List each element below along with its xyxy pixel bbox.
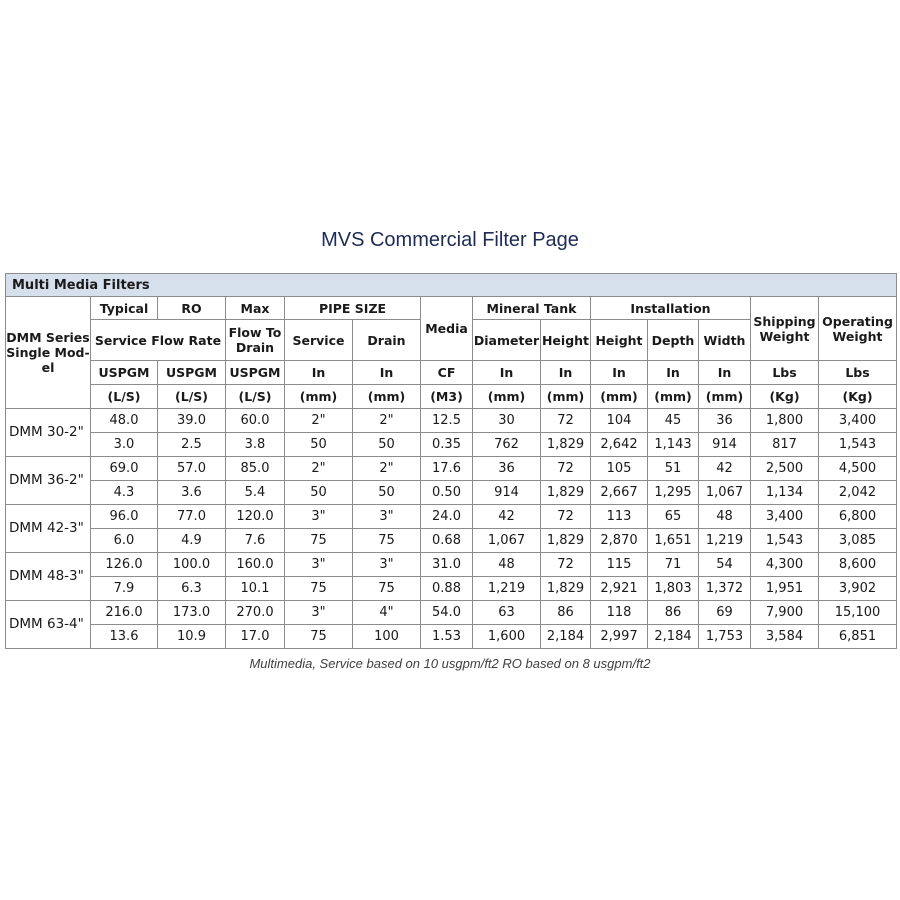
unit: CF [421,361,473,385]
cell-imperial: 1,800 [751,409,819,433]
col-pipe-service: Service [285,320,353,361]
cell-metric: 1,219 [699,529,751,553]
cell-imperial: 160.0 [226,553,285,577]
cell-metric: 5.4 [226,481,285,505]
cell-metric: 1,651 [648,529,699,553]
cell-metric: 1,067 [473,529,541,553]
cell-imperial: 12.5 [421,409,473,433]
cell-metric: 1,829 [541,481,591,505]
cell-imperial: 96.0 [91,505,158,529]
cell-metric: 75 [285,577,353,601]
cell-imperial: 72 [541,505,591,529]
col-mineral-tank: Mineral Tank [473,297,591,320]
unit: (M3) [421,385,473,409]
cell-imperial: 3" [285,601,353,625]
cell-imperial: 2" [353,457,421,481]
col-inst-width: Width [699,320,751,361]
col-mt-diameter: Diameter [473,320,541,361]
cell-imperial: 216.0 [91,601,158,625]
cell-imperial: 3" [285,505,353,529]
cell-metric: 75 [285,625,353,649]
cell-metric: 3.6 [158,481,226,505]
cell-metric: 10.9 [158,625,226,649]
section-title: Multi Media Filters [6,274,897,297]
table-row [6,409,897,433]
cell-imperial: 39.0 [158,409,226,433]
unit: (L/S) [158,385,226,409]
col-pipe-drain: Drain [353,320,421,361]
unit: (mm) [353,385,421,409]
cell-metric: 0.35 [421,433,473,457]
cell-imperial: 126.0 [91,553,158,577]
cell-imperial: 36 [699,409,751,433]
col-flow-to-drain: Flow To Drain [226,320,285,361]
cell-metric: 13.6 [91,625,158,649]
footnote: Multimedia, Service based on 10 usgpm/ft2 RO based on 8 usgpm/ft2 [249,656,651,671]
cell-imperial: 4" [353,601,421,625]
model-name: DMM 30-2" [6,409,91,457]
unit: (mm) [285,385,353,409]
cell-metric: 1,134 [751,481,819,505]
cell-imperial: 86 [541,601,591,625]
cell-imperial: 54.0 [421,601,473,625]
cell-metric: 1,753 [699,625,751,649]
table-row [6,553,897,577]
cell-imperial: 42 [699,457,751,481]
table-row [6,433,897,457]
col-mt-height: Height [541,320,591,361]
table-body [6,409,897,649]
col-model: DMM Series Single Mod-el [6,297,91,409]
cell-metric: 17.0 [226,625,285,649]
units-metric-row [6,385,897,409]
cell-imperial: 51 [648,457,699,481]
unit: Lbs [819,361,897,385]
cell-imperial: 42 [473,505,541,529]
model-name: DMM 63-4" [6,601,91,649]
cell-metric: 2,870 [591,529,648,553]
cell-imperial: 85.0 [226,457,285,481]
col-shipping-weight: Shipping Weight [751,297,819,361]
cell-imperial: 100.0 [158,553,226,577]
cell-metric: 1,219 [473,577,541,601]
cell-metric: 914 [473,481,541,505]
cell-imperial: 8,600 [819,553,897,577]
unit: Lbs [751,361,819,385]
cell-metric: 2,667 [591,481,648,505]
cell-imperial: 63 [473,601,541,625]
cell-imperial: 86 [648,601,699,625]
multimedia-filters-table [5,273,897,649]
cell-metric: 50 [353,433,421,457]
cell-metric: 1.53 [421,625,473,649]
cell-metric: 914 [699,433,751,457]
table-row [6,529,897,553]
cell-imperial: 57.0 [158,457,226,481]
cell-imperial: 36 [473,457,541,481]
cell-imperial: 3" [353,553,421,577]
unit: In [353,361,421,385]
cell-metric: 1,600 [473,625,541,649]
cell-metric: 1,295 [648,481,699,505]
col-typical: Typical [91,297,158,320]
unit: (mm) [473,385,541,409]
cell-metric: 2.5 [158,433,226,457]
cell-metric: 817 [751,433,819,457]
col-installation: Installation [591,297,751,320]
cell-metric: 1,829 [541,577,591,601]
cell-metric: 3.8 [226,433,285,457]
cell-imperial: 120.0 [226,505,285,529]
cell-metric: 1,951 [751,577,819,601]
cell-imperial: 6,800 [819,505,897,529]
cell-imperial: 48.0 [91,409,158,433]
cell-metric: 2,184 [648,625,699,649]
col-ro: RO [158,297,226,320]
cell-imperial: 7,900 [751,601,819,625]
cell-metric: 1,372 [699,577,751,601]
cell-imperial: 113 [591,505,648,529]
unit: (L/S) [91,385,158,409]
cell-metric: 50 [353,481,421,505]
cell-imperial: 118 [591,601,648,625]
cell-metric: 6.0 [91,529,158,553]
cell-metric: 10.1 [226,577,285,601]
cell-metric: 2,042 [819,481,897,505]
cell-metric: 4.3 [91,481,158,505]
cell-metric: 1,803 [648,577,699,601]
cell-imperial: 71 [648,553,699,577]
col-pipe-size: PIPE SIZE [285,297,421,320]
unit: (mm) [699,385,751,409]
cell-metric: 6.3 [158,577,226,601]
cell-imperial: 54 [699,553,751,577]
cell-imperial: 4,300 [751,553,819,577]
cell-metric: 2,184 [541,625,591,649]
cell-imperial: 31.0 [421,553,473,577]
cell-imperial: 48 [473,553,541,577]
unit: In [473,361,541,385]
cell-imperial: 69 [699,601,751,625]
cell-metric: 0.68 [421,529,473,553]
unit: (mm) [591,385,648,409]
cell-metric: 7.9 [91,577,158,601]
unit: (Kg) [819,385,897,409]
cell-metric: 0.88 [421,577,473,601]
cell-metric: 4.9 [158,529,226,553]
page-title: MVS Commercial Filter Page [321,229,579,251]
cell-imperial: 115 [591,553,648,577]
cell-imperial: 3" [285,553,353,577]
cell-imperial: 2" [285,409,353,433]
col-inst-height: Height [591,320,648,361]
cell-metric: 75 [353,577,421,601]
cell-imperial: 270.0 [226,601,285,625]
unit: (Kg) [751,385,819,409]
table-row [6,625,897,649]
cell-metric: 1,829 [541,529,591,553]
cell-imperial: 72 [541,457,591,481]
cell-metric: 50 [285,481,353,505]
cell-imperial: 3,400 [751,505,819,529]
cell-imperial: 60.0 [226,409,285,433]
col-media: Media [421,297,473,361]
cell-imperial: 3,400 [819,409,897,433]
unit: In [699,361,751,385]
cell-metric: 1,143 [648,433,699,457]
cell-metric: 1,067 [699,481,751,505]
cell-metric: 3,902 [819,577,897,601]
units-imperial-row [6,361,897,385]
unit: (L/S) [226,385,285,409]
cell-imperial: 173.0 [158,601,226,625]
cell-metric: 7.6 [226,529,285,553]
cell-imperial: 15,100 [819,601,897,625]
cell-imperial: 30 [473,409,541,433]
cell-imperial: 17.6 [421,457,473,481]
cell-imperial: 72 [541,553,591,577]
col-operating-weight: Operating Weight [819,297,897,361]
cell-metric: 1,543 [751,529,819,553]
unit: USPGM [158,361,226,385]
cell-metric: 3,085 [819,529,897,553]
unit: In [591,361,648,385]
unit: In [541,361,591,385]
cell-imperial: 2" [285,457,353,481]
unit: In [648,361,699,385]
unit: USPGM [226,361,285,385]
cell-imperial: 2" [353,409,421,433]
cell-metric: 50 [285,433,353,457]
cell-metric: 75 [353,529,421,553]
cell-metric: 6,851 [819,625,897,649]
col-max: Max [226,297,285,320]
unit: (mm) [648,385,699,409]
cell-metric: 1,829 [541,433,591,457]
table-row [6,601,897,625]
cell-imperial: 104 [591,409,648,433]
cell-imperial: 105 [591,457,648,481]
cell-imperial: 72 [541,409,591,433]
table-row [6,481,897,505]
table-row [6,577,897,601]
cell-metric: 75 [285,529,353,553]
col-service-flow-rate: Service Flow Rate [91,320,226,361]
cell-imperial: 45 [648,409,699,433]
cell-metric: 1,543 [819,433,897,457]
table-row [6,457,897,481]
model-name: DMM 48-3" [6,553,91,601]
cell-metric: 2,997 [591,625,648,649]
cell-imperial: 24.0 [421,505,473,529]
cell-metric: 3.0 [91,433,158,457]
unit: In [285,361,353,385]
spec-table-container [5,273,896,649]
cell-imperial: 48 [699,505,751,529]
cell-metric: 2,642 [591,433,648,457]
cell-metric: 2,921 [591,577,648,601]
model-name: DMM 36-2" [6,457,91,505]
model-name: DMM 42-3" [6,505,91,553]
cell-metric: 0.50 [421,481,473,505]
cell-metric: 100 [353,625,421,649]
cell-metric: 3,584 [751,625,819,649]
cell-imperial: 4,500 [819,457,897,481]
cell-imperial: 3" [353,505,421,529]
cell-imperial: 69.0 [91,457,158,481]
unit: (mm) [541,385,591,409]
unit: USPGM [91,361,158,385]
col-inst-depth: Depth [648,320,699,361]
cell-imperial: 65 [648,505,699,529]
table-row [6,505,897,529]
cell-metric: 762 [473,433,541,457]
cell-imperial: 77.0 [158,505,226,529]
cell-imperial: 2,500 [751,457,819,481]
